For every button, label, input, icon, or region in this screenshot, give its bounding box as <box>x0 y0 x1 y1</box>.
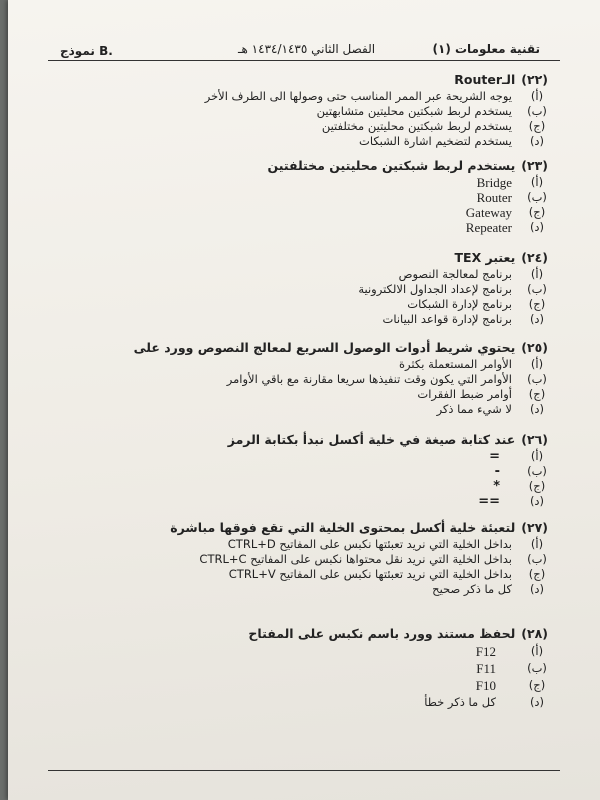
option: (أ) يوجه الشريحة عبر الممر المناسب حتى وصولها الى الطرف الأخر <box>204 89 544 103</box>
option: (ج) يستخدم لربط شبكتين محليتين مختلفتين <box>321 119 546 133</box>
option: (أ) Bridge <box>476 175 544 190</box>
question-25 <box>88 340 548 417</box>
option: (ج) برنامج لإدارة الشبكات <box>407 297 546 311</box>
option: (د) لا شيء مما ذكر <box>436 402 545 416</box>
option: (ب) يستخدم لربط شبكتين محليتين متشابهتين <box>316 104 547 118</box>
model-label: نموذج B. <box>60 44 113 58</box>
option: (ج) F10 <box>475 678 546 693</box>
option: (ب) الأوامر التي يكون وقت تنفيذها سريعا مقارنة مع باقي الأوامر <box>226 372 547 386</box>
exam-page <box>8 0 600 800</box>
option: (أ) الأوامر المستعملة بكثرة <box>399 357 544 371</box>
option: (أ) بداخل الخلية التي نريد تعبئتها نكبس على المفاتيح CTRL+D <box>227 537 544 551</box>
question-title: (٢٤)يعتبر TEX <box>454 250 548 265</box>
option: (ج) أوامر ضبط الفقرات <box>417 387 546 401</box>
question-title: (٢٧)لتعبئة خلية أكسل بمحتوى الخلية التي تقع فوقها مباشرة <box>170 520 548 535</box>
option: (أ) برنامج لمعالجة النصوص <box>398 267 544 281</box>
option: (ج) بداخل الخلية التي نريد تعبئتها نكبس على المفاتيح CTRL+V <box>228 567 546 581</box>
question-title: (٢٦)عند كتابة صيغة في خلية أكسل نبدأ بكتابة الرمز <box>227 432 548 447</box>
course-title: تقنية معلومات (١) <box>432 42 540 56</box>
header-rule <box>48 60 560 61</box>
option: (د) Repeater <box>465 220 545 235</box>
footer-rule <box>48 770 560 771</box>
question-24 <box>88 250 548 327</box>
option: (ج) Gateway <box>465 205 546 220</box>
option: (ب) برنامج لإعداد الجداول الالكترونية <box>358 282 547 296</box>
option: (ب) F11 <box>476 661 547 676</box>
question-title: (٢٨)لحفظ مستند وورد باسم نكبس على المفتاح <box>248 626 548 641</box>
option: (ج) * <box>493 479 546 494</box>
question-28 <box>88 626 548 711</box>
question-title: (٢٢)الـRouter <box>454 72 548 87</box>
option: (د) كل ما ذكر خطأ <box>424 695 545 709</box>
option: (د) يستخدم لتضخيم اشارة الشبكات <box>359 134 545 148</box>
question-title: (٢٥)يحتوي شريط أدوات الوصول السريع لمعالج النصوص وورد على <box>133 340 548 355</box>
question-22 <box>88 72 548 149</box>
option: (ب) بداخل الخلية التي نريد نقل محتواها نكبس على المفاتيح CTRL+C <box>199 552 547 566</box>
option: (د) == <box>478 494 545 509</box>
option: (أ) = <box>489 449 544 464</box>
question-23 <box>88 158 548 235</box>
option: (ب) Router <box>476 190 547 205</box>
question-26 <box>88 432 548 509</box>
option: (أ) F12 <box>475 644 544 659</box>
option: (ب) - <box>494 464 547 479</box>
question-title: (٢٣)يستخدم لربط شبكتين محليتين مختلفتين <box>267 158 548 173</box>
question-27 <box>88 520 548 597</box>
option: (د) برنامج لإدارة قواعد البيانات <box>382 312 545 326</box>
option: (د) كل ما ذكر صحيح <box>432 582 545 596</box>
semester-label: الفصل الثاني ١٤٣٤/١٤٣٥ هـ <box>238 42 376 56</box>
